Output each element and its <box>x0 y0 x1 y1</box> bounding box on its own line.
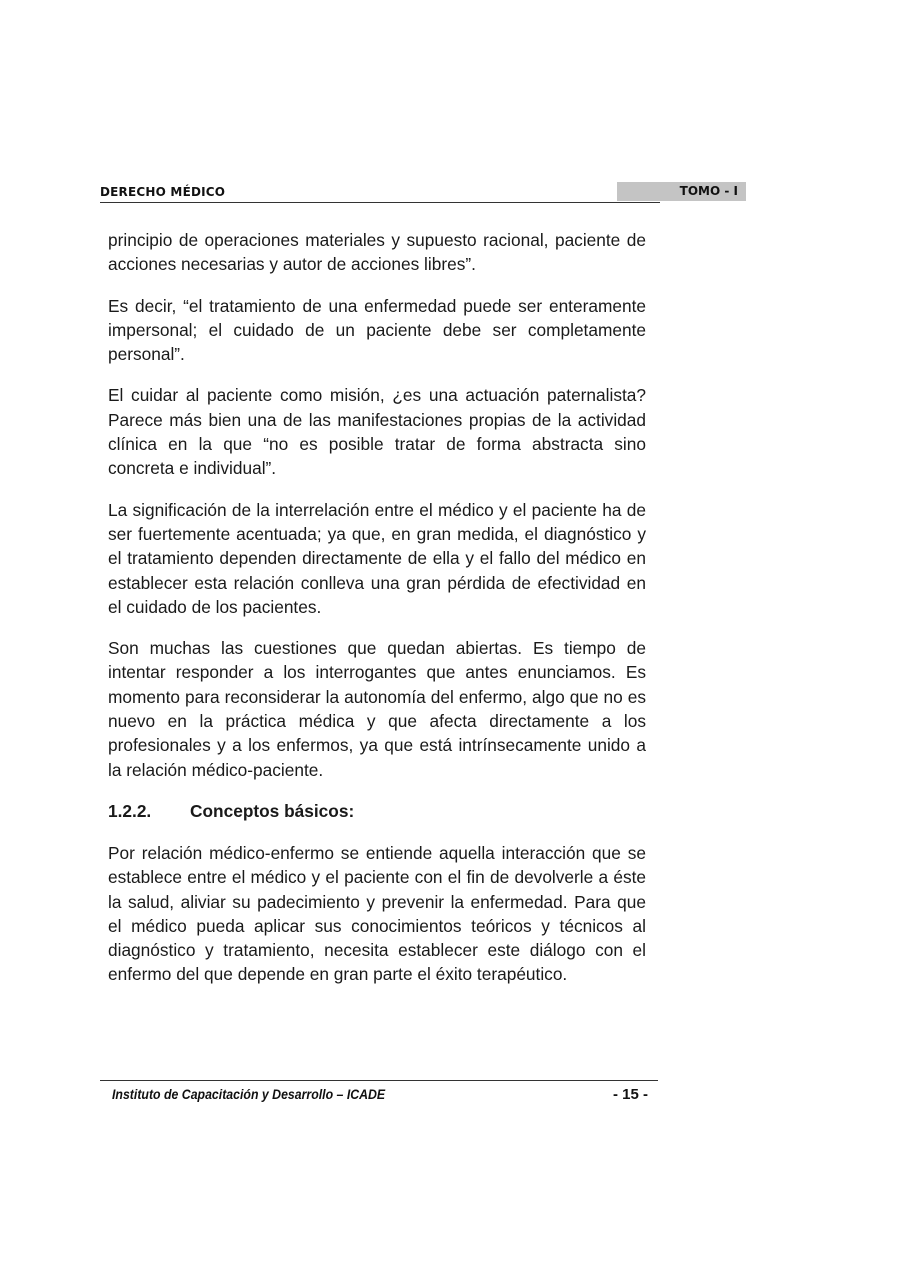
body-paragraph: La significación de la interrelación entre el médico y el paciente ha de ser fuertemente acentuada; ya que, en gran medida, el diagnóstico y el tratamiento dependen directamente de ella y el fallo del médico en establecer esta relación conlleva una gran pérdida de efectividad en el cuidado de los pacientes. <box>108 499 646 617</box>
body-paragraph: principio de operaciones materiales y supuesto racional, paciente de acciones necesarias y autor de acciones libres”. <box>108 230 646 275</box>
body-paragraph: Es decir, “el tratamiento de una enfermedad puede ser enteramente impersonal; el cuidado de un paciente debe ser completamente personal”. <box>108 295 646 365</box>
body-paragraph: Son muchas las cuestiones que quedan abiertas. Es tiempo de intentar responder a los interrogantes que antes enunciamos. Es momento para reconsiderar la autonomía del enfermo, algo que no es nuevo en la práctica médica y que afecta directamente a los profesionales y a los enfermos, ya que está intrínsecamente unido a la relación médico-paciente. <box>108 638 646 780</box>
section-heading <box>108 799 646 823</box>
section-paragraph: Por relación médico-enfermo se entiende aquella interacción que se establece entre el médico y el paciente con el fin de devolverle a éste la salud, aliviar su padecimiento y prevenir la enfermedad. Para que el médico pueda aplicar sus conocimientos teóricos y técnicos al diagnóstico y tratamiento, necesita establecer este diálogo con el enfermo del que depende en gran parte el éxito terapéutico. <box>108 842 646 985</box>
header-volume-label: TOMO - I <box>617 182 746 201</box>
footer-institution: Instituto de Capacitación y Desarrollo – ICADE <box>112 1086 386 1102</box>
page-header <box>100 182 738 203</box>
section-title: Conceptos básicos: <box>190 800 355 821</box>
body-paragraph: El cuidar al paciente como misión, ¿es una actuación paternalista? Parece más bien una de las manifestaciones propias de la actividad clínica en la que “no es posible tratar de forma abstracta sino concreta e individual”. <box>108 385 646 479</box>
page-number: - 15 - <box>612 1086 648 1103</box>
header-book-title: DERECHO MÉDICO <box>100 185 226 199</box>
page-body <box>108 228 646 1004</box>
footer-rule <box>100 1080 658 1081</box>
section-number: 1.2.2. <box>108 800 152 821</box>
